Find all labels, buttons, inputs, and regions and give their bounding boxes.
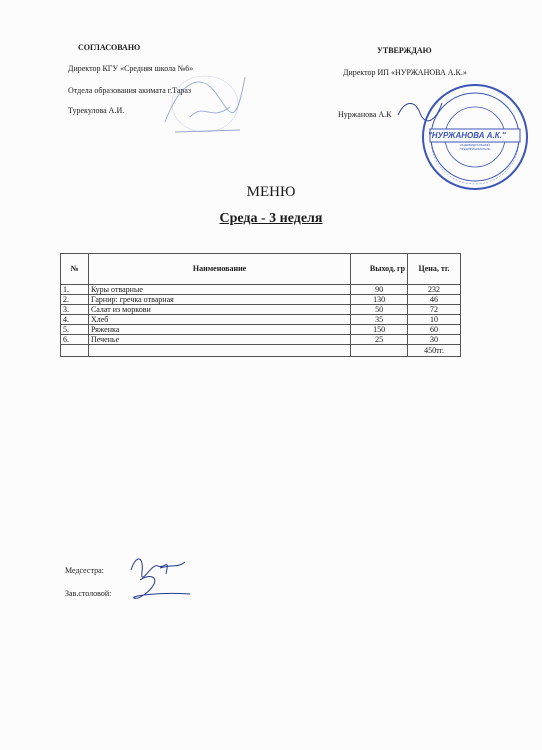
row-output: 130 bbox=[351, 295, 408, 305]
table-header-row bbox=[61, 254, 461, 285]
row-name: Печенье bbox=[88, 335, 350, 345]
col-header-price: Цена, тг. bbox=[408, 254, 461, 285]
row-name: Ряженка bbox=[88, 325, 350, 335]
row-name: Куры отварные bbox=[88, 285, 350, 295]
row-price: 72 bbox=[408, 305, 461, 315]
row-num: 1. bbox=[61, 285, 89, 295]
row-output: 50 bbox=[351, 305, 408, 315]
col-header-name: Наименование bbox=[88, 254, 350, 285]
col-header-num: № bbox=[61, 254, 89, 285]
table-row bbox=[61, 305, 461, 315]
table-row bbox=[61, 335, 461, 345]
row-num: 4. bbox=[61, 315, 89, 325]
row-num: 2. bbox=[61, 295, 89, 305]
table-row bbox=[61, 315, 461, 325]
row-output: 90 bbox=[351, 285, 408, 295]
total-price: 450тг. bbox=[408, 345, 461, 357]
right-header-line1: Директор ИП «НУРЖАНОВА А.К.» bbox=[343, 68, 467, 77]
canteen-head-label: Зав.столовой: bbox=[65, 589, 112, 598]
row-price: 30 bbox=[408, 335, 461, 345]
stamp-name: "НУРЖАНОВА А.К." bbox=[428, 131, 506, 140]
confirm-heading: УТВЕРЖДАЮ bbox=[377, 46, 432, 55]
row-name: Гарнир: гречка отварная bbox=[88, 295, 350, 305]
col-header-output: Выход, гр bbox=[351, 254, 408, 285]
table-row bbox=[61, 285, 461, 295]
row-name: Хлеб bbox=[88, 315, 350, 325]
row-price: 46 bbox=[408, 295, 461, 305]
row-num: 6. bbox=[61, 335, 89, 345]
row-price: 232 bbox=[408, 285, 461, 295]
row-output: 25 bbox=[351, 335, 408, 345]
row-output: 150 bbox=[351, 325, 408, 335]
approved-heading: СОГЛАСОВАНО bbox=[78, 43, 141, 52]
left-header-line1: Директор КГУ «Средняя школа №6» bbox=[68, 64, 194, 73]
row-price: 10 bbox=[408, 315, 461, 325]
canteen-head-signature bbox=[128, 572, 193, 604]
director-signature bbox=[160, 62, 250, 137]
row-price: 60 bbox=[408, 325, 461, 335]
table-row bbox=[61, 295, 461, 305]
row-num: 3. bbox=[61, 305, 89, 315]
row-output: 35 bbox=[351, 315, 408, 325]
menu-table bbox=[60, 253, 461, 357]
stamp-subtitle: ИНДИВИДУАЛЬНЫЙ ПРЕДПРИНИМАТЕЛЬ bbox=[459, 143, 491, 151]
table-total-row bbox=[61, 345, 461, 357]
table-row bbox=[61, 325, 461, 335]
left-header-line3: Турекулова А.И. bbox=[68, 106, 125, 115]
row-num: 5. bbox=[61, 325, 89, 335]
left-header-line2: Отдела образования акимата г.Тараз bbox=[68, 86, 192, 95]
right-header-line2: Нуржанова А.К bbox=[338, 110, 392, 119]
page-subtitle: Среда - 3 неделя bbox=[219, 211, 323, 226]
row-name: Салат из моркови bbox=[88, 305, 350, 315]
nurse-label: Медсестра: bbox=[65, 566, 104, 575]
page-title: МЕНЮ bbox=[246, 184, 296, 200]
